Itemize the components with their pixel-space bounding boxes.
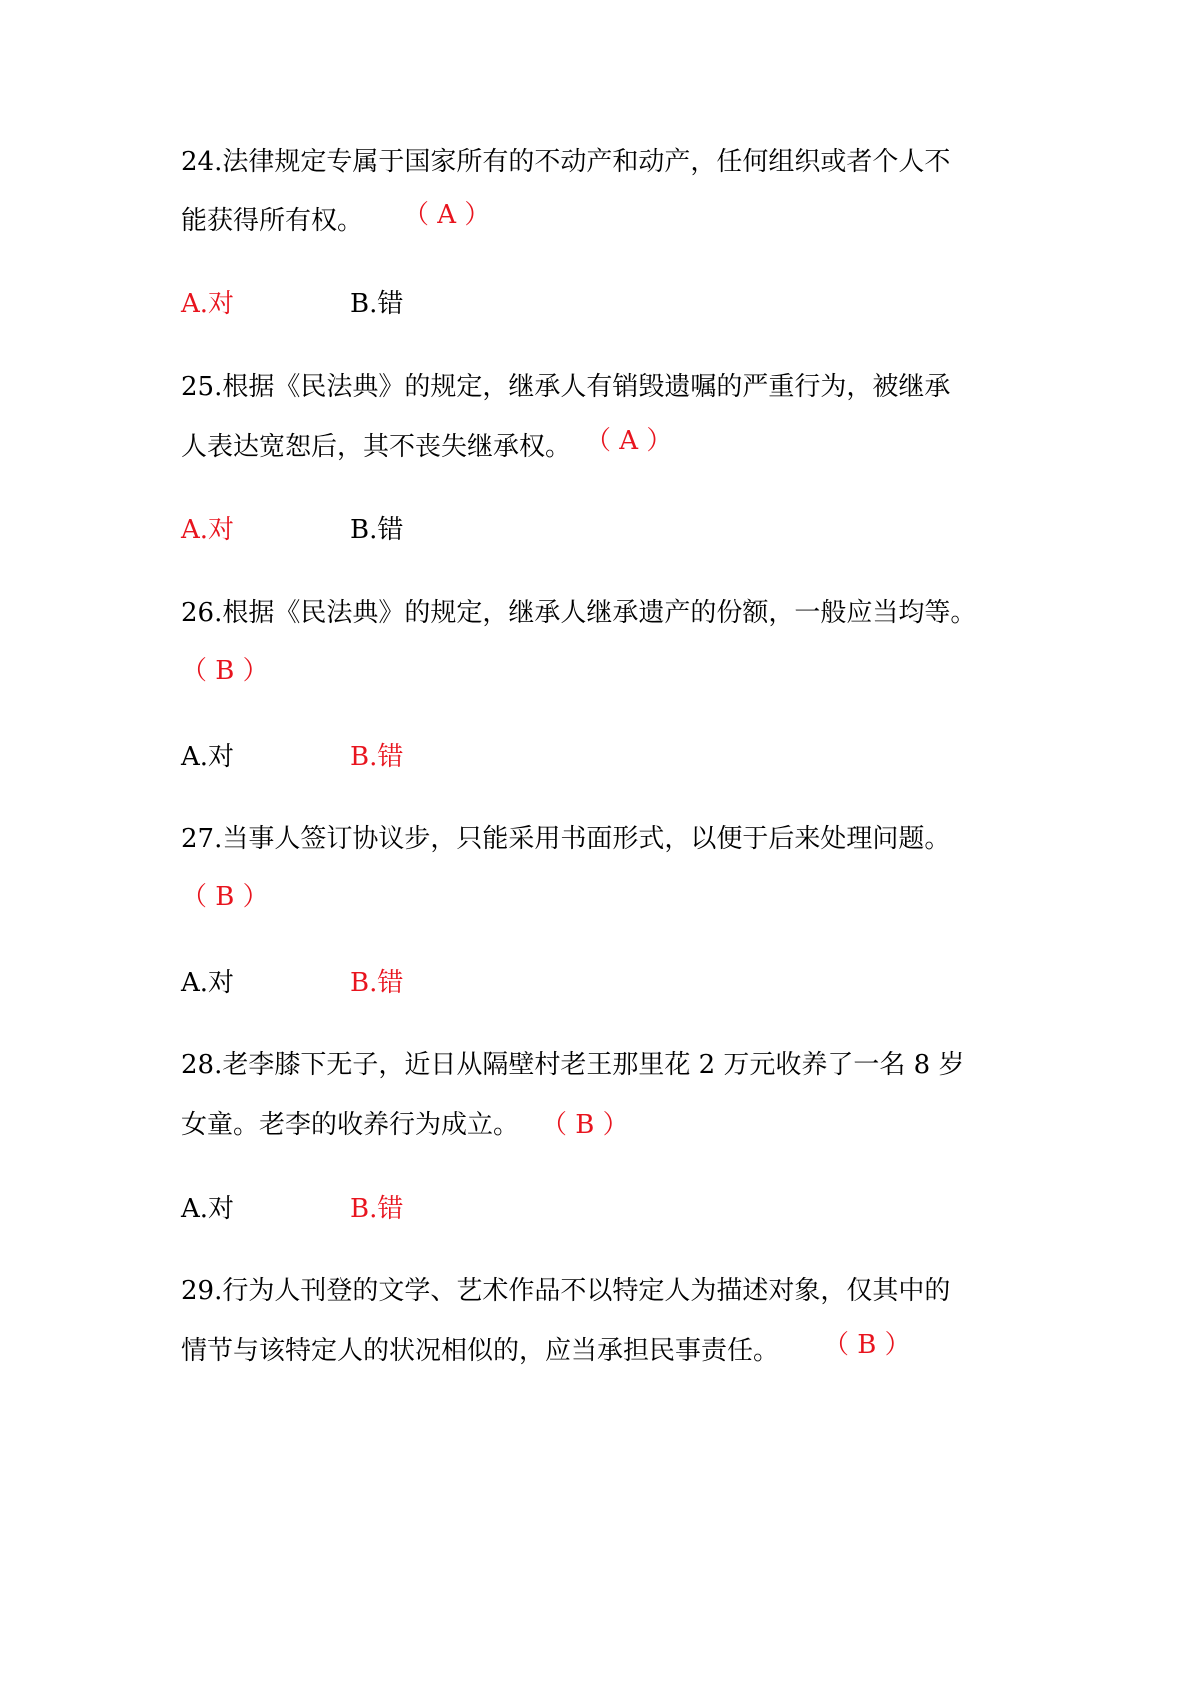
question-26-answer: （ B ） xyxy=(181,656,269,686)
question-26-line-1: 26.根据《民法典》的规定，继承人继承遗产的份额，一般应当均等。 xyxy=(181,598,977,628)
question-24-option-a: A.对 xyxy=(181,289,235,319)
question-27-answer: （ B ） xyxy=(181,882,269,912)
question-24-line-1: 24.法律规定专属于国家所有的不动产和动产，任何组织或者个人不 xyxy=(181,147,951,177)
question-26-line-2 xyxy=(181,654,269,688)
question-25-option-b: B.错 xyxy=(350,515,404,545)
question-27-option-b: B.错 xyxy=(350,968,404,998)
question-29-line-2 xyxy=(181,1330,911,1368)
question-27-line-2 xyxy=(181,880,269,914)
question-25-option-a: A.对 xyxy=(181,515,235,545)
question-26-option-a: A.对 xyxy=(181,742,235,772)
question-28-answer: （ B ） xyxy=(541,1110,629,1140)
question-25-line-2 xyxy=(181,426,673,464)
question-28-text: 女童。老李的收养行为成立。 xyxy=(181,1110,520,1140)
question-24-text: 能获得所有权。 xyxy=(181,206,364,236)
question-29-text: 情节与该特定人的状况相似的，应当承担民事责任。 xyxy=(181,1336,780,1366)
question-27-option-a: A.对 xyxy=(181,968,235,998)
question-24-line-2 xyxy=(181,200,491,238)
question-24-answer: （ A ） xyxy=(403,200,491,230)
question-25-text: 人表达宽恕后，其不丧失继承权。 xyxy=(181,432,572,462)
question-27-line-1: 27.当事人签订协议步，只能采用书面形式，以便于后来处理问题。 xyxy=(181,824,951,854)
question-25-answer: （ A ） xyxy=(585,426,673,456)
question-25-line-1: 25.根据《民法典》的规定，继承人有销毁遗嘱的严重行为，被继承 xyxy=(181,372,951,402)
question-29-answer: （ B ） xyxy=(823,1330,911,1360)
question-28-option-b: B.错 xyxy=(350,1194,404,1224)
question-29-line-1: 29.行为人刊登的文学、艺术作品不以特定人为描述对象，仅其中的 xyxy=(181,1276,951,1306)
question-28-line-2 xyxy=(181,1108,629,1142)
question-24-option-b: B.错 xyxy=(350,289,404,319)
question-28-option-a: A.对 xyxy=(181,1194,235,1224)
question-28-line-1: 28.老李膝下无子，近日从隔壁村老王那里花 2 万元收养了一名 8 岁 xyxy=(181,1050,965,1080)
question-26-option-b: B.错 xyxy=(350,742,404,772)
